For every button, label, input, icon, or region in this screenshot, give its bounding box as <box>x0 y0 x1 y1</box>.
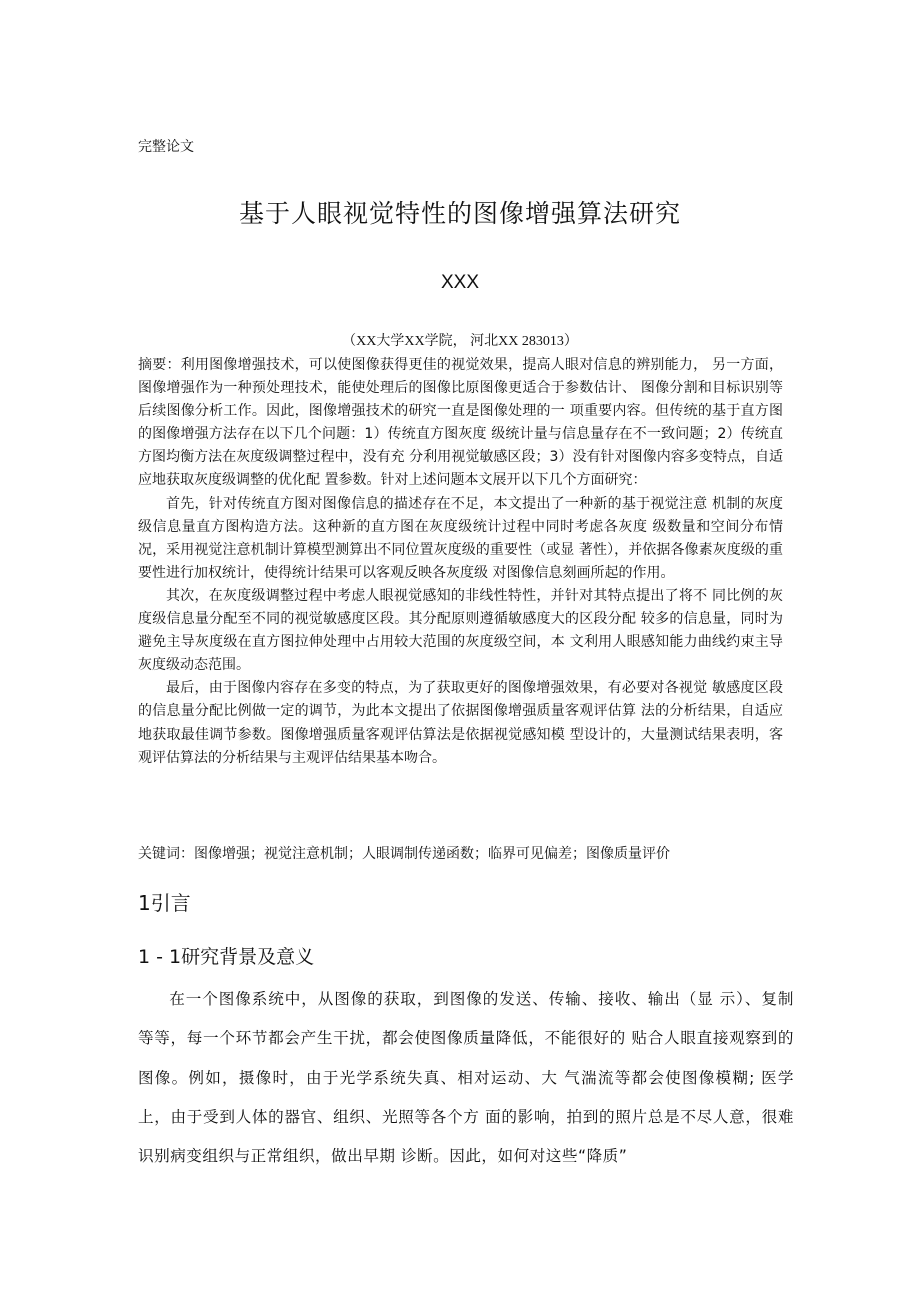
abstract-paragraph: 首先，针对传统直方图对图像信息的描述存在不足，本文提出了一种新的基于视觉注意 机制的灰度级信息量直方图构造方法。这种新的直方图在灰度级统计过程中同时考虑各灰度 级数量和空间分布情况，采用视觉注意机制计算模型测算出不同位置灰度级的重要性（或显 著性），并依据各像素灰度级的重要性进行加权统计，使得统计结果可以客观反映各灰度级 对图像信息刻画所起的作用。 <box>138 495 783 581</box>
keywords-line: 关键词：图像增强；视觉注意机制；人眼调制传递函数；临界可见偏差；图像质量评价 <box>138 846 670 862</box>
abstract-paragraph: 其次，在灰度级调整过程中考虑人眼视觉感知的非线性特性，并针对其特点提出了将不 同比例的灰度级信息量分配至不同的视觉敏感度区段。其分配原则遵循敏感度大的区段分配 较多的信息量，同时为避免主导灰度级在直方图拉伸处理中占用较大范围的灰度级空间，本 文利用人眼感知能力曲线约束主导灰度级动态范围。 <box>138 587 783 674</box>
body-paragraph: 在一个图像系统中，从图像的获取，到图像的发送、传输、接收、输出（显 示）、复制等等，每一个环节都会产生干扰，都会使图像质量降低，不能很好的 贴合人眼直接观察到的图像。例如，摄像时，由于光学系统失真、相对运动、大 气湍流等都会使图像模糊; 医学上，由于受到人体的器官、组织、光照等各个方 面的影响，拍到的照片总是不尽人意，很难识别病变组织与正常组织，做出早期 诊断。因此，如何对这些“降质” <box>138 990 794 1166</box>
document-type-label: 完整论文 <box>138 139 194 155</box>
author-name: XXX <box>440 272 480 293</box>
section-heading: 1引言 <box>138 891 191 915</box>
abstract-paragraph: 摘要：利用图像增强技术，可以使图像获得更佳的视觉效果，提高人眼对信息的辨别能力， 另一方面，图像增强作为一种预处理技术，能使处理后的图像比原图像更适合于参数估计、 图像分割和目标识别等后续图像分析工作。因此，图像增强技术的研究一直是图像处理的一 项重要内容。但传统的基于直方图的图像增强方法存在以下几个问题：1）传统直方图灰度 级统计量与信息量存在不一致问题；2）传统直方图均衡方法在灰度级调整过程中，没有充 分利用视觉敏感区段；3）没有针对图像内容多变特点，自适应地获取灰度级调整的优化配 置参数。针对上述问题本文展开以下几个方面研究： <box>138 357 783 489</box>
affiliation: （XX大学XX学院， 河北XX 283013） <box>342 334 578 349</box>
paper-title: 基于人眼视觉特性的图像增强算法研究 <box>238 199 681 228</box>
abstract-block <box>138 354 783 770</box>
subsection-heading: 1 - 1研究背景及意义 <box>138 946 315 968</box>
abstract-paragraph: 最后，由于图像内容存在多变的特点，为了获取更好的图像增强效果，有必要对各视觉 敏感度区段的信息量分配比例做一定的调节，为此本文提出了依据图像增强质量客观评估算 法的分析结果，自适应地获取最佳调节参数。图像增强质量客观评估算法是依据视觉感知模 型设计的，大量测试结果表明，客观评估算法的分析结果与主观评估结果基本吻合。 <box>138 680 783 766</box>
